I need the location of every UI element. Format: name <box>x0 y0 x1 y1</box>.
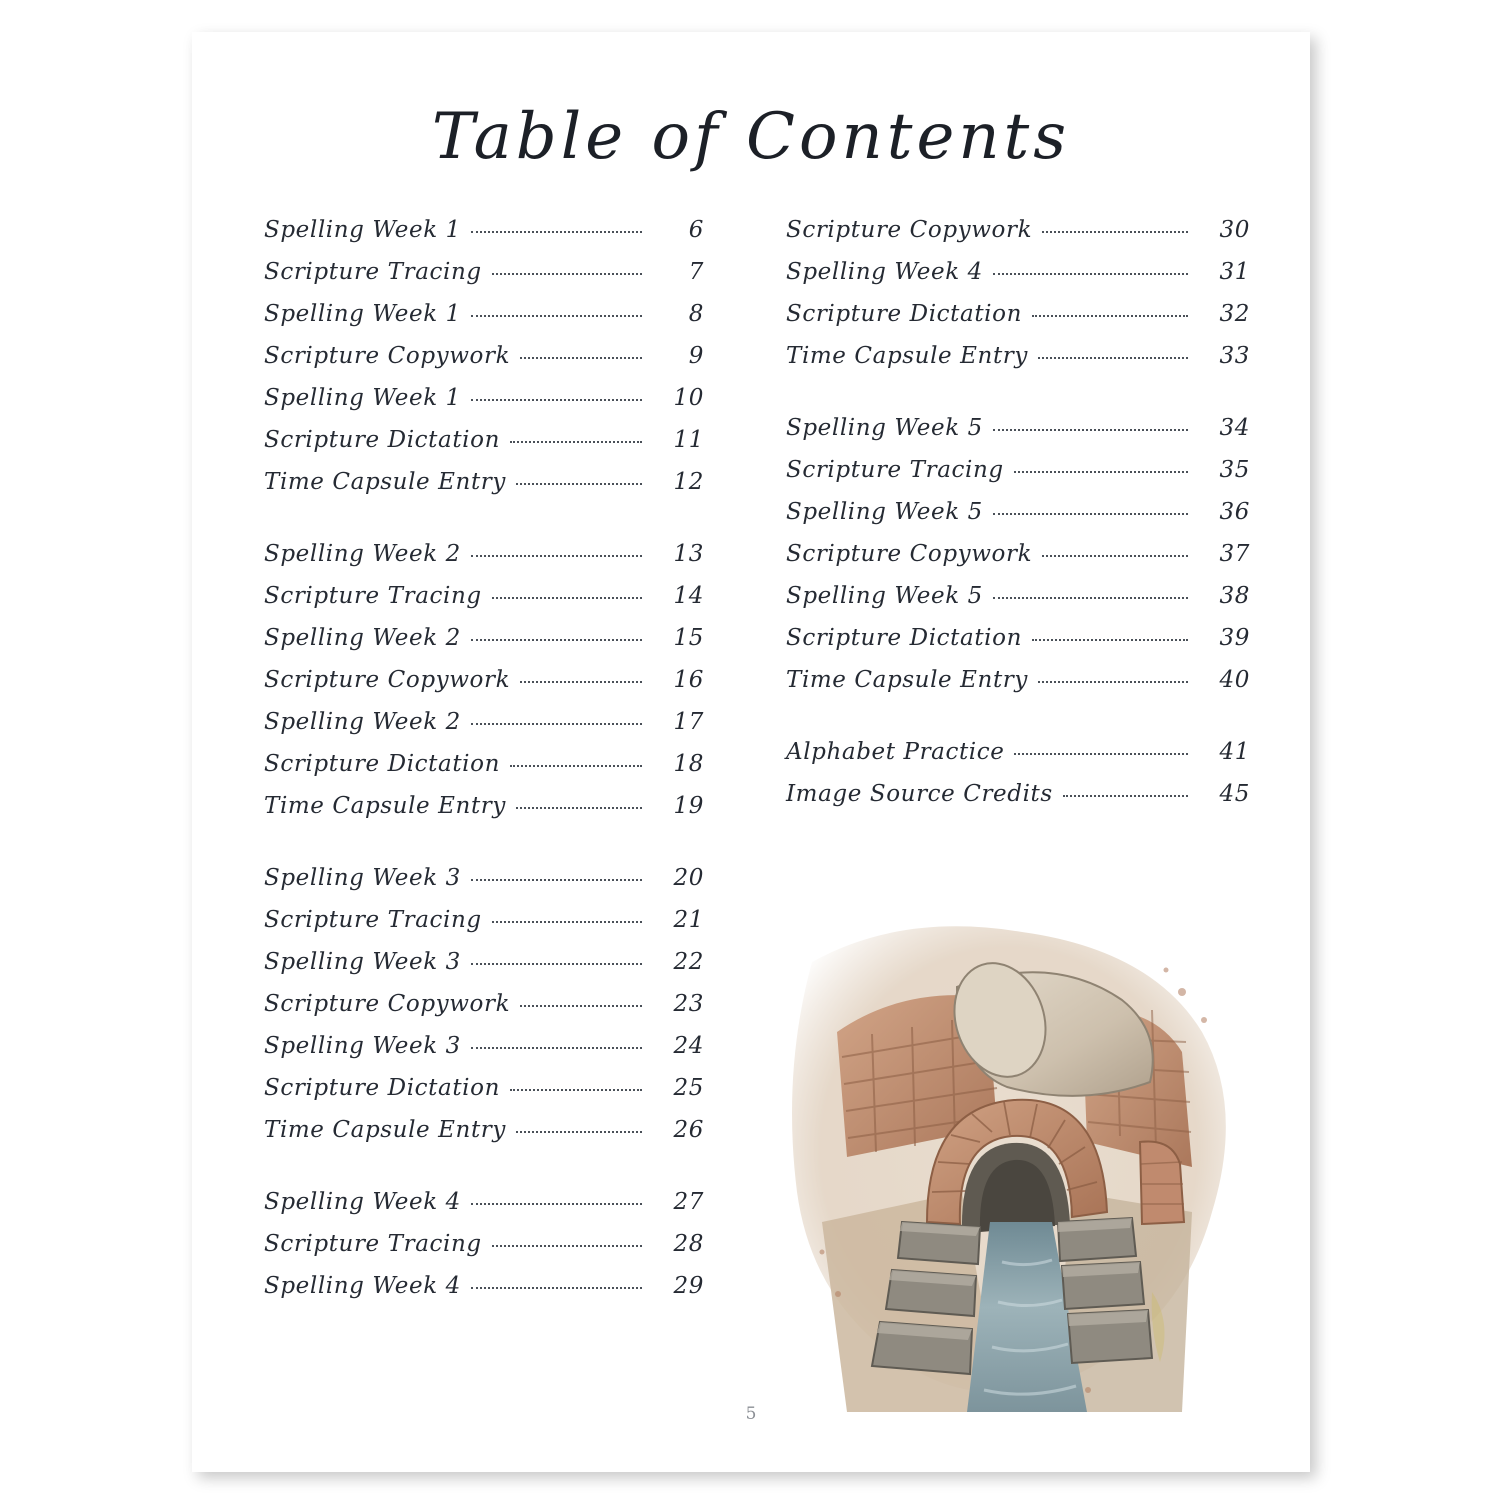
toc-entry[interactable] <box>264 1117 704 1159</box>
toc-leader-dots <box>516 807 642 809</box>
toc-leader-dots <box>1038 681 1188 683</box>
toc-entry-page: 26 <box>673 1117 704 1143</box>
toc-entry-label: Spelling Week 3 <box>264 865 461 891</box>
toc-entry-label: Spelling Week 5 <box>786 415 983 441</box>
toc-entry-page: 33 <box>1219 343 1250 369</box>
toc-leader-dots <box>471 639 642 641</box>
toc-entry-page: 45 <box>1219 781 1250 807</box>
toc-leader-dots <box>1014 471 1188 473</box>
toc-entry-page: 15 <box>673 625 704 651</box>
toc-entry-label: Image Source Credits <box>786 781 1053 807</box>
toc-leader-dots <box>520 681 642 683</box>
toc-column-left <box>192 217 712 1315</box>
toc-entry-label: Scripture Tracing <box>786 457 1004 483</box>
toc-entry[interactable] <box>786 259 1250 301</box>
toc-leader-dots <box>993 429 1188 431</box>
toc-leader-dots <box>520 1005 642 1007</box>
toc-entry-page: 8 <box>688 301 704 327</box>
toc-leader-dots <box>1063 795 1188 797</box>
toc-page <box>192 32 1310 1472</box>
toc-entry-label: Spelling Week 4 <box>264 1189 461 1215</box>
toc-entry[interactable] <box>786 625 1250 667</box>
toc-entry[interactable] <box>264 385 704 427</box>
toc-entry-page: 28 <box>673 1231 704 1257</box>
toc-entry-label: Alphabet Practice <box>786 739 1005 765</box>
toc-entry[interactable] <box>264 343 704 385</box>
toc-leader-dots <box>1038 357 1188 359</box>
toc-entry-page: 37 <box>1219 541 1250 567</box>
toc-entry[interactable] <box>264 907 704 949</box>
toc-entry[interactable] <box>264 541 704 583</box>
toc-entry-page: 14 <box>673 583 704 609</box>
toc-leader-dots <box>492 597 642 599</box>
toc-entry-page: 11 <box>673 427 704 453</box>
toc-entry-page: 12 <box>673 469 704 495</box>
toc-entry-page: 24 <box>673 1033 704 1059</box>
toc-entry-label: Scripture Copywork <box>264 343 511 369</box>
toc-entry-label: Spelling Week 4 <box>786 259 983 285</box>
toc-leader-dots <box>1014 753 1188 755</box>
toc-entry[interactable] <box>786 541 1250 583</box>
toc-entry[interactable] <box>786 457 1250 499</box>
toc-entry[interactable] <box>264 1075 704 1117</box>
toc-entry-label: Scripture Dictation <box>786 625 1022 651</box>
toc-entry-label: Spelling Week 3 <box>264 949 461 975</box>
toc-entry[interactable] <box>264 949 704 991</box>
toc-entry-page: 20 <box>673 865 704 891</box>
toc-entry-page: 21 <box>673 907 704 933</box>
toc-entry-label: Scripture Tracing <box>264 907 482 933</box>
toc-leader-dots <box>993 513 1188 515</box>
toc-leader-dots <box>471 1203 642 1205</box>
toc-entry-page: 17 <box>673 709 704 735</box>
toc-leader-dots <box>510 765 642 767</box>
toc-entry[interactable] <box>264 469 704 511</box>
toc-entry-label: Time Capsule Entry <box>786 667 1028 693</box>
toc-entry-page: 34 <box>1219 415 1250 441</box>
toc-leader-dots <box>471 315 642 317</box>
toc-group-spacer <box>264 511 704 541</box>
toc-leader-dots <box>471 1287 642 1289</box>
toc-entry-page: 39 <box>1219 625 1250 651</box>
toc-entry-page: 25 <box>673 1075 704 1101</box>
toc-entry-label: Scripture Tracing <box>264 583 482 609</box>
toc-leader-dots <box>492 273 642 275</box>
toc-entry[interactable] <box>786 781 1250 823</box>
toc-entry-label: Time Capsule Entry <box>264 793 506 819</box>
toc-entry-page: 40 <box>1219 667 1250 693</box>
toc-entry-label: Scripture Dictation <box>264 751 500 777</box>
toc-leader-dots <box>993 597 1188 599</box>
toc-entry-page: 22 <box>673 949 704 975</box>
toc-entry[interactable] <box>264 865 704 907</box>
toc-entry-label: Spelling Week 2 <box>264 709 461 735</box>
toc-entry-label: Time Capsule Entry <box>264 469 506 495</box>
toc-entry[interactable] <box>786 499 1250 541</box>
toc-entry-page: 10 <box>673 385 704 411</box>
toc-entry-label: Scripture Dictation <box>264 1075 500 1101</box>
toc-leader-dots <box>471 723 642 725</box>
toc-entry[interactable] <box>786 415 1250 457</box>
toc-entry-page: 36 <box>1219 499 1250 525</box>
toc-group-spacer <box>264 1159 704 1189</box>
toc-entry-page: 31 <box>1219 259 1250 285</box>
toc-entry-label: Spelling Week 1 <box>264 301 461 327</box>
toc-entry-label: Scripture Copywork <box>786 217 1033 243</box>
toc-entry[interactable] <box>264 1231 704 1273</box>
toc-entry[interactable] <box>264 1033 704 1075</box>
toc-entry[interactable] <box>786 739 1250 781</box>
toc-entry-label: Spelling Week 2 <box>264 625 461 651</box>
toc-entry[interactable] <box>264 259 704 301</box>
toc-leader-dots <box>471 399 642 401</box>
toc-entry[interactable] <box>264 709 704 751</box>
toc-entry[interactable] <box>786 343 1250 385</box>
toc-leader-dots <box>471 231 642 233</box>
toc-entry-label: Scripture Copywork <box>264 991 511 1017</box>
toc-group-spacer <box>786 709 1250 739</box>
toc-leader-dots <box>516 1131 642 1133</box>
toc-entry-label: Spelling Week 1 <box>264 385 461 411</box>
toc-entry[interactable] <box>264 583 704 625</box>
toc-leader-dots <box>492 921 642 923</box>
toc-entry-label: Time Capsule Entry <box>786 343 1028 369</box>
page-number: 5 <box>745 1404 757 1424</box>
toc-entry-label: Scripture Dictation <box>264 427 500 453</box>
toc-entry-label: Spelling Week 3 <box>264 1033 461 1059</box>
toc-entry-label: Spelling Week 2 <box>264 541 461 567</box>
toc-entry[interactable] <box>264 427 704 469</box>
page-title: Table of Contents <box>431 100 1071 174</box>
toc-entry-label: Spelling Week 5 <box>786 583 983 609</box>
toc-leader-dots <box>471 879 642 881</box>
toc-entry-page: 32 <box>1219 301 1250 327</box>
toc-group-spacer <box>786 385 1250 415</box>
toc-entry-page: 35 <box>1219 457 1250 483</box>
toc-leader-dots <box>471 555 642 557</box>
toc-leader-dots <box>492 1245 642 1247</box>
toc-entry-label: Scripture Copywork <box>786 541 1033 567</box>
toc-entry[interactable] <box>264 301 704 343</box>
toc-entry-page: 41 <box>1219 739 1250 765</box>
toc-entry-label: Spelling Week 4 <box>264 1273 461 1299</box>
toc-entry-page: 27 <box>673 1189 704 1215</box>
toc-entry-page: 16 <box>673 667 704 693</box>
toc-leader-dots <box>993 273 1188 275</box>
toc-leader-dots <box>516 483 642 485</box>
toc-entry-page: 30 <box>1219 217 1250 243</box>
toc-leader-dots <box>520 357 642 359</box>
toc-entry-page: 29 <box>673 1273 704 1299</box>
toc-leader-dots <box>1032 315 1188 317</box>
toc-entry-page: 6 <box>688 217 704 243</box>
toc-leader-dots <box>1032 639 1188 641</box>
toc-entry-page: 18 <box>673 751 704 777</box>
toc-entry-page: 23 <box>673 991 704 1017</box>
stone-arch-bridge-illustration <box>752 892 1252 1412</box>
toc-leader-dots <box>471 963 642 965</box>
toc-entry[interactable] <box>264 793 704 835</box>
toc-leader-dots <box>1042 555 1188 557</box>
toc-entry-label: Scripture Tracing <box>264 1231 482 1257</box>
toc-entry[interactable] <box>264 1189 704 1231</box>
toc-group-spacer <box>264 835 704 865</box>
toc-entry-page: 7 <box>688 259 704 285</box>
toc-entry[interactable] <box>786 301 1250 343</box>
toc-entry[interactable] <box>264 1273 704 1315</box>
toc-entry[interactable] <box>264 625 704 667</box>
toc-entry[interactable] <box>264 991 704 1033</box>
toc-entry-page: 9 <box>688 343 704 369</box>
toc-entry-label: Time Capsule Entry <box>264 1117 506 1143</box>
toc-entry-label: Scripture Dictation <box>786 301 1022 327</box>
toc-leader-dots <box>510 1089 642 1091</box>
toc-entry-label: Scripture Copywork <box>264 667 511 693</box>
toc-entry-label: Spelling Week 5 <box>786 499 983 525</box>
toc-entry[interactable] <box>786 583 1250 625</box>
toc-entry[interactable] <box>786 667 1250 709</box>
toc-entry[interactable] <box>264 217 704 259</box>
toc-leader-dots <box>1042 231 1188 233</box>
toc-entry[interactable] <box>786 217 1250 259</box>
toc-entry-page: 19 <box>673 793 704 819</box>
toc-leader-dots <box>510 441 642 443</box>
toc-entry-label: Scripture Tracing <box>264 259 482 285</box>
toc-entry-label: Spelling Week 1 <box>264 217 461 243</box>
toc-entry[interactable] <box>264 667 704 709</box>
toc-entry[interactable] <box>264 751 704 793</box>
toc-entry-page: 38 <box>1219 583 1250 609</box>
toc-entry-page: 13 <box>673 541 704 567</box>
toc-leader-dots <box>471 1047 642 1049</box>
